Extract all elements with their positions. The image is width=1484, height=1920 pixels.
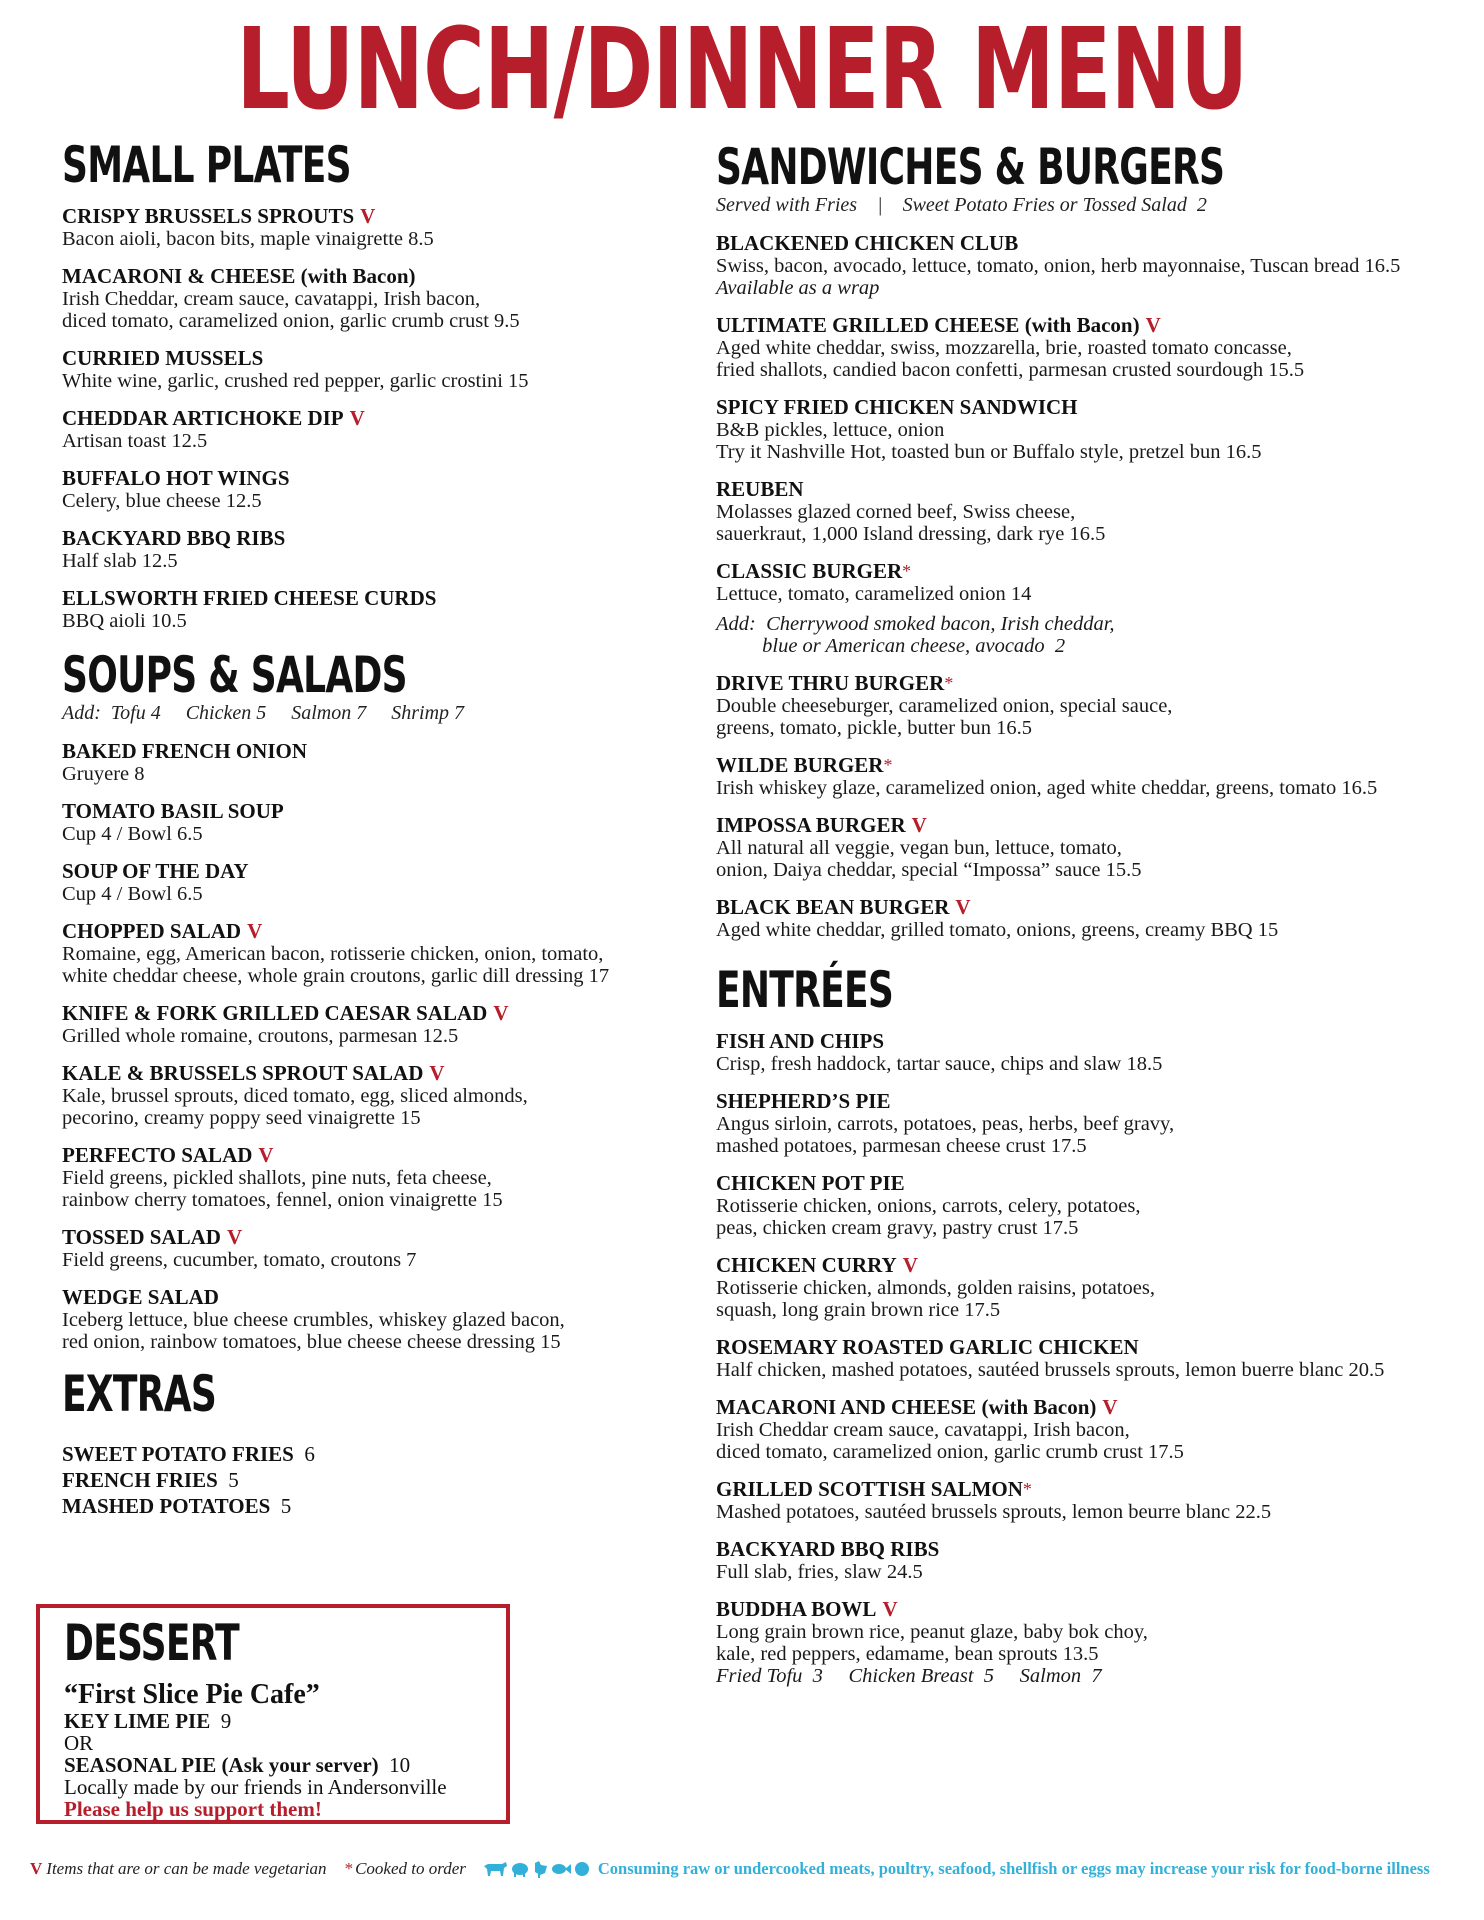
menu-item-description: mashed potatoes, parmesan cheese crust 17.5 [716,1135,1087,1157]
menu-item-description: kale, red peppers, edamame, bean sprouts 13.5 [716,1643,1099,1665]
left-column [62,136,692,1519]
menu-item-description: All natural all veggie, vegan bun, lettuce, tomato, [716,837,1122,859]
extra-item: FRENCH FRIES 5 [62,1468,239,1492]
menu-item-description: Field greens, cucumber, tomato, croutons 7 [62,1249,417,1271]
menu-item-description: Iceberg lettuce, blue cheese crumbles, whiskey glazed bacon, [62,1309,565,1331]
vegetarian-mark: V [1145,313,1161,337]
dessert-or: OR [64,1731,94,1755]
menu-item [62,1062,692,1129]
extras-heading: EXTRAS [62,1365,217,1423]
fish-icon [551,1860,571,1878]
menu-item-note: Fried Tofu 3 Chicken Breast 5 Salmon 7 [716,1665,1102,1687]
menu-item-description: Irish Cheddar cream sauce, cavatappi, Irish bacon, [716,1419,1130,1441]
cooked-to-order-mark: * [1022,1479,1032,1499]
menu-item-name: BLACK BEAN BURGER V [716,895,971,919]
cooked-to-order-mark: * [944,673,954,693]
menu-item-description: diced tomato, caramelized onion, garlic crumb crust 9.5 [62,310,520,332]
pig-icon [511,1860,529,1878]
menu-item-description: Angus sirloin, carrots, potatoes, peas, herbs, beef gravy, [716,1113,1175,1135]
menu-item-description: Half slab 12.5 [62,550,178,572]
menu-item-description: Mashed potatoes, sautéed brussels sprouts, lemon beurre blanc 22.5 [716,1501,1272,1523]
menu-item [62,407,692,452]
food-safety-warning: Consuming raw or undercooked meats, poultry, seafood, shellfish or eggs may increase your risk for food-borne illness [597,1859,1430,1878]
veg-legend: V Items that are or can be made vegetarian [30,1859,327,1878]
menu-item-description: Romaine, egg, American bacon, rotisserie chicken, onion, tomato, [62,943,604,965]
menu-item [716,478,1466,545]
menu-item-description: red onion, rainbow tomatoes, blue cheese cheese dressing 15 [62,1331,561,1353]
menu-item-description: Kale, brussel sprouts, diced tomato, egg, sliced almonds, [62,1085,528,1107]
menu-item-name: SPICY FRIED CHICKEN SANDWICH [716,395,1078,419]
menu-item-description: Long grain brown rice, peanut glaze, baby bok choy, [716,1621,1148,1643]
menu-item [62,1144,692,1211]
menu-item [716,672,1466,739]
sandwiches-sides-note: Served with Fries | Sweet Potato Fries or Tossed Salad 2 [716,194,1207,216]
dessert-local-note: Locally made by our friends in Andersonville [64,1775,447,1799]
menu-item-name: WILDE BURGER* [716,753,893,777]
menu-item-description: Molasses glazed corned beef, Swiss cheese, [716,501,1076,523]
vegetarian-mark: V [258,1143,274,1167]
menu-item [716,1090,1466,1157]
menu-item-note: Available as a wrap [716,277,880,299]
soups-salads-list [62,740,692,1353]
menu-item-description: squash, long grain brown rice 17.5 [716,1299,1001,1321]
menu-item [716,314,1466,381]
menu-item-name: KALE & BRUSSELS SPROUT SALAD V [62,1061,445,1085]
menu-item-description: greens, tomato, pickle, butter bun 16.5 [716,717,1032,739]
menu-item-name: CURRIED MUSSELS [62,346,264,370]
menu-item-description: sauerkraut, 1,000 Island dressing, dark rye 16.5 [716,523,1106,545]
menu-item [716,1396,1466,1463]
menu-item-description: Irish Cheddar, cream sauce, cavatappi, Irish bacon, [62,288,481,310]
vegetarian-mark: V [493,1001,509,1025]
menu-item-description: onion, Daiya cheddar, special “Impossa” sauce 15.5 [716,859,1142,881]
menu-item-name: GRILLED SCOTTISH SALMON* [716,1477,1032,1501]
menu-item-name: TOMATO BASIL SOUP [62,799,284,823]
sandwiches-list [716,232,1466,941]
menu-item-name: CHOPPED SALAD V [62,919,263,943]
menu-item [716,1538,1466,1583]
menu-item [716,1598,1466,1687]
entrees-list [716,1030,1466,1687]
menu-item-description: Cup 4 / Bowl 6.5 [62,823,203,845]
vegetarian-mark: V [1102,1395,1118,1419]
menu-item-name: IMPOSSA BURGER V [716,813,927,837]
menu-item-description: Gruyere 8 [62,763,145,785]
menu-item-description: BBQ aioli 10.5 [62,610,187,632]
menu-item [62,467,692,512]
menu-item-description: Field greens, pickled shallots, pine nuts, feta cheese, [62,1167,492,1189]
cow-icon [482,1860,508,1878]
menu-item [716,814,1466,881]
menu-item-name: CRISPY BRUSSELS SPROUTS V [62,204,376,228]
menu-item-description: fried shallots, candied bacon confetti, parmesan crusted sourdough 15.5 [716,359,1305,381]
menu-item [62,347,692,392]
vegetarian-mark: V [882,1597,898,1621]
menu-item [716,1336,1466,1381]
menu-item [716,232,1466,299]
menu-item-name: SOUP OF THE DAY [62,859,249,883]
menu-item-name: ELLSWORTH FRIED CHEESE CURDS [62,586,437,610]
menu-item-name: CHEDDAR ARTICHOKE DIP V [62,406,365,430]
menu-item-description: Artisan toast 12.5 [62,430,208,452]
menu-item [62,527,692,572]
menu-item-name: ROSEMARY ROASTED GARLIC CHICKEN [716,1335,1139,1359]
sandwiches-heading: SANDWICHES & BURGERS [716,138,1225,196]
menu-item-name: WEDGE SALAD [62,1285,219,1309]
menu-item-name: MACARONI & CHEESE (with Bacon) [62,264,416,288]
extra-item: MASHED POTATOES 5 [62,1494,292,1518]
menu-item-name: PERFECTO SALAD V [62,1143,274,1167]
menu-item-name: BUDDHA BOWL V [716,1597,898,1621]
small-plates-heading: SMALL PLATES [62,136,351,194]
menu-item-name: ULTIMATE GRILLED CHEESE (with Bacon) V [716,313,1161,337]
chicken-icon [532,1860,548,1878]
menu-item-description: white cheddar cheese, whole grain croutons, garlic dill dressing 17 [62,965,610,987]
small-plates-list [62,205,692,632]
menu-item-description: Rotisserie chicken, almonds, golden raisins, potatoes, [716,1277,1155,1299]
right-column [716,138,1466,1687]
menu-item-description: diced tomato, caramelized onion, garlic crumb crust 17.5 [716,1441,1184,1463]
menu-item-description: Aged white cheddar, swiss, mozzarella, brie, roasted tomato concasse, [716,337,1292,359]
menu-item-description: Swiss, bacon, avocado, lettuce, tomato, onion, herb mayonnaise, Tuscan bread 16.5 [716,255,1401,277]
vegetarian-mark: V [429,1061,445,1085]
menu-item [62,740,692,785]
menu-item [62,587,692,632]
menu-item [716,1254,1466,1321]
menu-item-description: White wine, garlic, crushed red pepper, garlic crostini 15 [62,370,529,392]
menu-item-description: Irish whiskey glaze, caramelized onion, aged white cheddar, greens, tomato 16.5 [716,777,1378,799]
menu-item-description: rainbow cherry tomatoes, fennel, onion vinaigrette 15 [62,1189,503,1211]
menu-item-description: Aged white cheddar, grilled tomato, onions, greens, creamy BBQ 15 [716,919,1279,941]
menu-item [62,205,692,250]
menu-item [62,800,692,845]
dessert-support-note: Please help us support them! [64,1797,322,1821]
dessert-heading: DESSERT [64,1614,239,1672]
menu-item-name: BLACKENED CHICKEN CLUB [716,231,1019,255]
dessert-item: KEY LIME PIE 9 [64,1709,232,1733]
menu-item-name: SHEPHERD’S PIE [716,1089,891,1113]
menu-item [62,920,692,987]
vegetarian-mark: V [360,204,376,228]
menu-item-name: BAKED FRENCH ONION [62,739,308,763]
dessert-item: SEASONAL PIE (Ask your server) 10 [64,1753,411,1777]
vegetarian-mark: V [349,406,365,430]
menu-item [716,1478,1466,1523]
vegetarian-mark: V [902,1253,918,1277]
vegetarian-mark: V [226,1225,243,1249]
soups-salads-addons: Add: Tofu 4 Chicken 5 Salmon 7 Shrimp 7 [62,702,465,724]
menu-item-name: KNIFE & FORK GRILLED CAESAR SALAD V [62,1001,509,1025]
menu-item-description: Grilled whole romaine, croutons, parmesan 12.5 [62,1025,459,1047]
menu-item-addons: Add: Cherrywood smoked bacon, Irish cheddar, [716,613,1115,635]
cooked-legend: * Cooked to order [344,1859,466,1878]
menu-item-description: pecorino, creamy poppy seed vinaigrette 15 [62,1107,421,1129]
menu-item-name: REUBEN [716,477,804,501]
menu-item-name: CHICKEN CURRY V [716,1253,918,1277]
menu-item-name: MACARONI AND CHEESE (with Bacon) V [716,1395,1118,1419]
menu-item [716,754,1466,799]
vegetarian-mark: V [911,813,927,837]
menu-item-description: Lettuce, tomato, caramelized onion 14 [716,583,1032,605]
menu-item-name: CHICKEN POT PIE [716,1171,905,1195]
menu-item [62,1226,692,1271]
vegetarian-mark: V [955,895,971,919]
menu-item-description: peas, chicken cream gravy, pastry crust 17.5 [716,1217,1079,1239]
menu-item-description: Cup 4 / Bowl 6.5 [62,883,203,905]
menu-item [716,1172,1466,1239]
menu-item-description: Celery, blue cheese 12.5 [62,490,262,512]
menu-item-name: BACKYARD BBQ RIBS [62,526,286,550]
cooked-to-order-mark: * [902,561,912,581]
menu-item [62,1002,692,1047]
menu-item-name: CLASSIC BURGER* [716,559,912,583]
entrees-heading: ENTRÉES [716,961,894,1019]
soups-salads-heading: SOUPS & SALADS [62,646,407,704]
dessert-box [36,1604,510,1824]
menu-item-description: Double cheeseburger, caramelized onion, special sauce, [716,695,1173,717]
menu-item-addons: blue or American cheese, avocado 2 [716,635,1066,657]
menu-item-name: BUFFALO HOT WINGS [62,466,290,490]
menu-item-name: BACKYARD BBQ RIBS [716,1537,940,1561]
egg-icon [574,1860,590,1878]
menu-item [716,1030,1466,1075]
menu-item [716,396,1466,463]
menu-item-description: Bacon aioli, bacon bits, maple vinaigrette 8.5 [62,228,434,250]
menu-item-description: Half chicken, mashed potatoes, sautéed brussels sprouts, lemon buerre blanc 20.5 [716,1359,1385,1381]
menu-item-description: Full slab, fries, slaw 24.5 [716,1561,923,1583]
extras-list [62,1441,692,1519]
menu-item [62,1286,692,1353]
menu-item-name: DRIVE THRU BURGER* [716,671,954,695]
cooked-to-order-mark: * [883,755,893,775]
menu-item-name: FISH AND CHIPS [716,1029,885,1053]
menu-item-description: Crisp, fresh haddock, tartar sauce, chips and slaw 18.5 [716,1053,1163,1075]
menu-item-name: TOSSED SALAD V [62,1225,243,1249]
menu-item [62,860,692,905]
vegetarian-mark: V [247,919,263,943]
dessert-cafe-name: “First Slice Pie Cafe” [64,1679,320,1710]
footer [30,1856,1470,1882]
menu-item-description: Rotisserie chicken, onions, carrots, celery, potatoes, [716,1195,1141,1217]
menu-item [62,265,692,332]
menu-item-description: B&B pickles, lettuce, onion [716,419,945,441]
menu-item-description: Try it Nashville Hot, toasted bun or Buffalo style, pretzel bun 16.5 [716,441,1262,463]
menu-item [716,896,1466,941]
menu-title: LUNCH/DINNER MENU [236,5,1248,135]
allergen-icons [482,1860,590,1878]
extra-item: SWEET POTATO FRIES 6 [62,1442,315,1466]
menu-item [716,560,1466,657]
